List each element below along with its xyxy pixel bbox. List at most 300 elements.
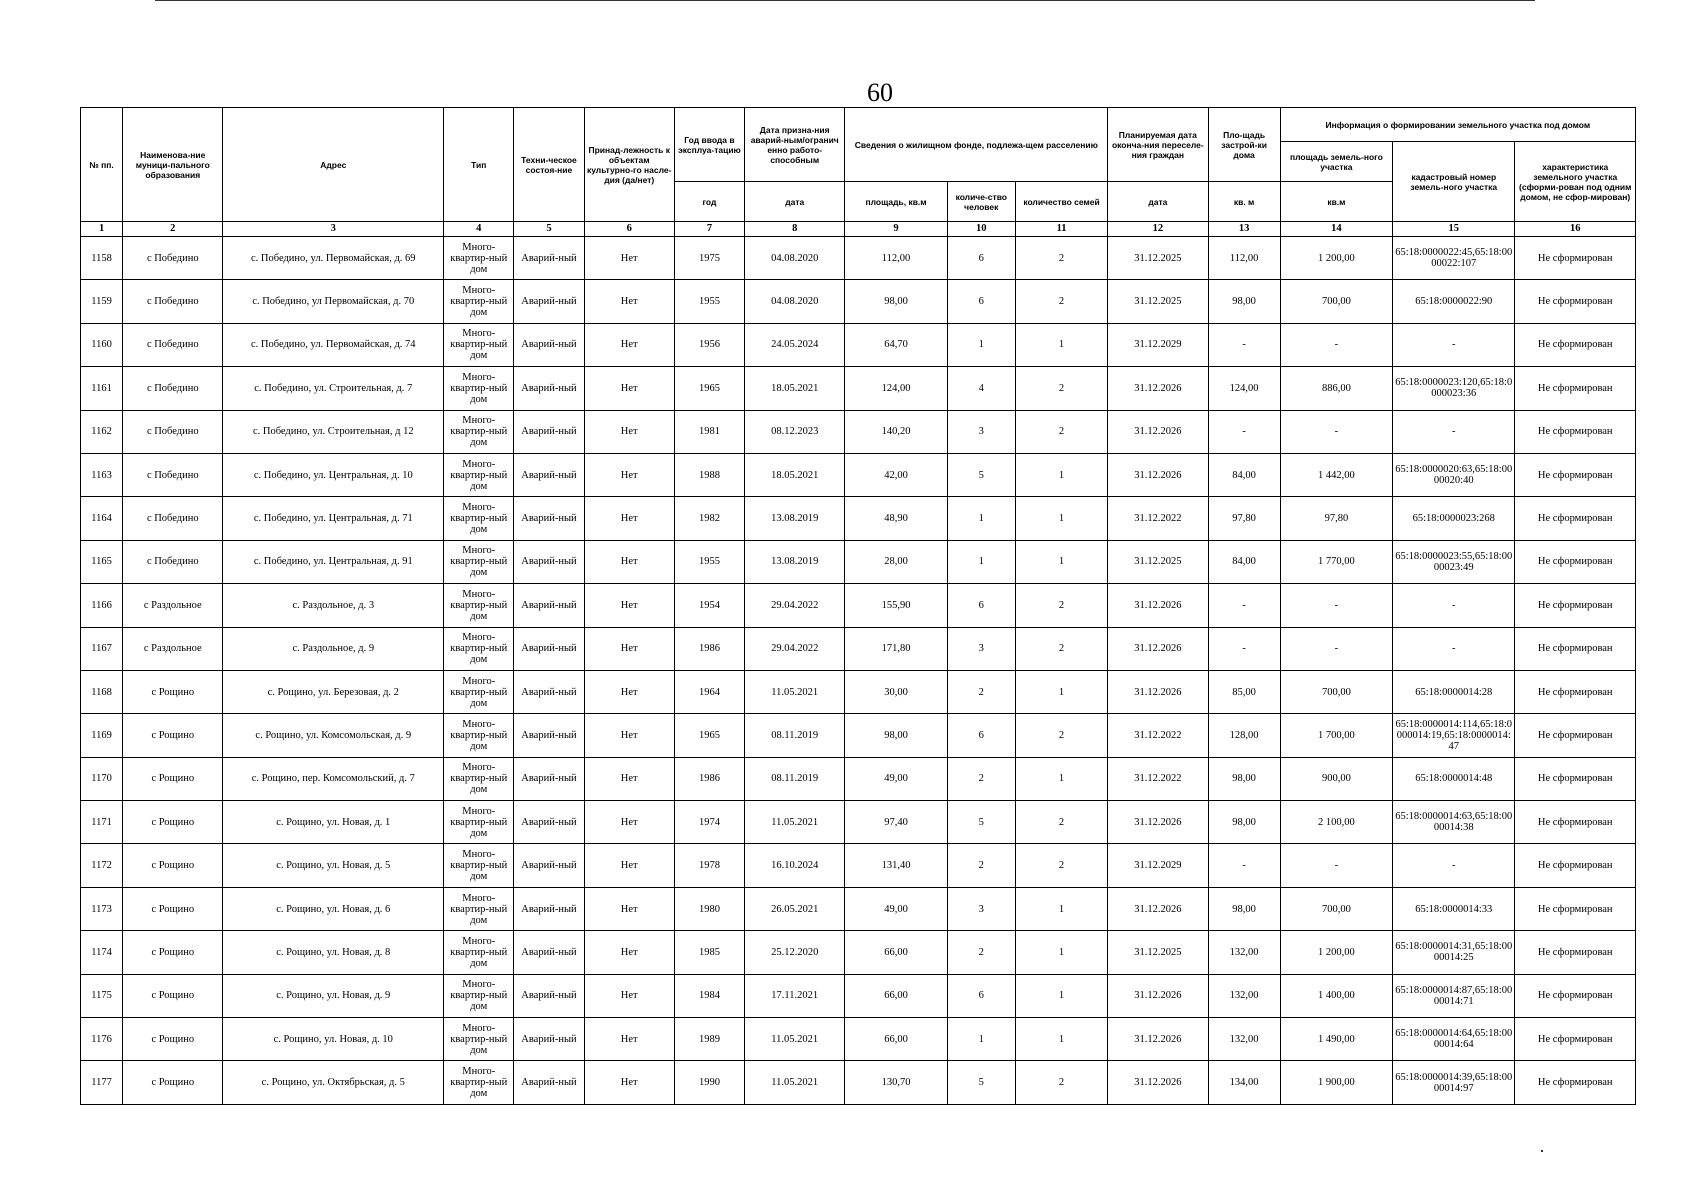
cell-type: Много-квартир-ный дом <box>444 540 514 583</box>
cell-address: с. Раздольное, д. 3 <box>223 584 444 627</box>
cell-people: 1 <box>947 540 1015 583</box>
cell-municipality: с Раздольное <box>123 627 223 670</box>
cell-area: 124,00 <box>845 367 947 410</box>
cell-condition: Аварий-ный <box>514 887 584 930</box>
cell-area: 155,90 <box>845 584 947 627</box>
header-year-built: Год ввода в эксплуа-тацию <box>674 108 744 182</box>
cell-municipality: с Победино <box>123 453 223 496</box>
cell-families: 1 <box>1015 887 1107 930</box>
cell-families: 1 <box>1015 670 1107 713</box>
cell-area: 131,40 <box>845 844 947 887</box>
cell-year: 1955 <box>674 280 744 323</box>
cell-status: Не сформирован <box>1515 974 1636 1017</box>
cell-heritage: Нет <box>584 974 674 1017</box>
cell-cadastral: 65:18:0000014:87,65:18:0000014:71 <box>1393 974 1515 1017</box>
cell-municipality: с Рощино <box>123 974 223 1017</box>
table-row <box>81 1018 1636 1061</box>
cell-num: 1169 <box>81 714 123 757</box>
cell-people: 5 <box>947 1061 1015 1105</box>
cell-planned-date: 31.12.2025 <box>1108 931 1208 974</box>
cell-address: с. Рощино, пер. Комсомольский, д. 7 <box>223 757 444 800</box>
cell-area: 42,00 <box>845 453 947 496</box>
column-number: 4 <box>444 222 514 237</box>
top-scan-rule <box>155 0 1535 1</box>
cell-num: 1176 <box>81 1018 123 1061</box>
cell-families: 1 <box>1015 453 1107 496</box>
cell-heritage: Нет <box>584 237 674 280</box>
cell-house-area: - <box>1208 627 1280 670</box>
column-number: 11 <box>1015 222 1107 237</box>
cell-cadastral: 65:18:0000014:114,65:18:0000014:19,65:18:0000014:47 <box>1393 714 1515 757</box>
cell-type: Много-квартир-ный дом <box>444 280 514 323</box>
cell-planned-date: 31.12.2025 <box>1108 280 1208 323</box>
cell-planned-date: 31.12.2025 <box>1108 237 1208 280</box>
cell-area: 140,20 <box>845 410 947 453</box>
cell-date: 13.08.2019 <box>745 540 845 583</box>
cell-area: 64,70 <box>845 323 947 366</box>
cell-date: 25.12.2020 <box>745 931 845 974</box>
cell-people: 5 <box>947 453 1015 496</box>
column-number: 3 <box>223 222 444 237</box>
table-row <box>81 323 1636 366</box>
cell-cadastral: 65:18:0000022:90 <box>1393 280 1515 323</box>
cell-num: 1174 <box>81 931 123 974</box>
cell-cadastral: 65:18:0000014:63,65:18:0000014:38 <box>1393 801 1515 844</box>
scan-speck <box>1541 1150 1543 1152</box>
cell-year: 1974 <box>674 801 744 844</box>
header-planned-date-sub: дата <box>1108 182 1208 222</box>
cell-status: Не сформирован <box>1515 627 1636 670</box>
cell-families: 2 <box>1015 627 1107 670</box>
cell-address: с. Рощино, ул. Новая, д. 1 <box>223 801 444 844</box>
cell-year: 1986 <box>674 757 744 800</box>
cell-people: 6 <box>947 714 1015 757</box>
cell-address: с. Победино, ул. Центральная, д. 71 <box>223 497 444 540</box>
cell-type: Много-квартир-ный дом <box>444 801 514 844</box>
cell-planned-date: 31.12.2026 <box>1108 453 1208 496</box>
header-municipality: Наименова-ние муници-пального образования <box>123 108 223 222</box>
cell-cadastral: - <box>1393 323 1515 366</box>
cell-heritage: Нет <box>584 280 674 323</box>
cell-planned-date: 31.12.2029 <box>1108 844 1208 887</box>
cell-people: 2 <box>947 844 1015 887</box>
cell-cadastral: 65:18:0000014:33 <box>1393 887 1515 930</box>
column-number: 1 <box>81 222 123 237</box>
cell-land-area: - <box>1280 584 1392 627</box>
cell-num: 1168 <box>81 670 123 713</box>
cell-num: 1165 <box>81 540 123 583</box>
cell-land-area: 1 200,00 <box>1280 931 1392 974</box>
cell-municipality: с Рощино <box>123 757 223 800</box>
cell-land-area: 886,00 <box>1280 367 1392 410</box>
cell-cadastral: 65:18:0000014:31,65:18:0000014:25 <box>1393 931 1515 974</box>
cell-status: Не сформирован <box>1515 584 1636 627</box>
cell-area: 98,00 <box>845 714 947 757</box>
cell-status: Не сформирован <box>1515 931 1636 974</box>
cell-address: с. Победино, ул. Первомайская, д. 69 <box>223 237 444 280</box>
cell-date: 18.05.2021 <box>745 367 845 410</box>
cell-people: 2 <box>947 931 1015 974</box>
cell-cadastral: - <box>1393 627 1515 670</box>
cell-people: 6 <box>947 237 1015 280</box>
column-number: 12 <box>1108 222 1208 237</box>
cell-house-area: 112,00 <box>1208 237 1280 280</box>
cell-num: 1163 <box>81 453 123 496</box>
column-number-row <box>81 222 1636 237</box>
cell-municipality: с Победино <box>123 540 223 583</box>
cell-planned-date: 31.12.2025 <box>1108 540 1208 583</box>
cell-status: Не сформирован <box>1515 540 1636 583</box>
cell-date: 08.11.2019 <box>745 757 845 800</box>
cell-condition: Аварий-ный <box>514 237 584 280</box>
cell-status: Не сформирован <box>1515 1018 1636 1061</box>
column-number: 6 <box>584 222 674 237</box>
cell-municipality: с Рощино <box>123 844 223 887</box>
cell-area: 48,90 <box>845 497 947 540</box>
cell-people: 6 <box>947 280 1015 323</box>
cell-num: 1167 <box>81 627 123 670</box>
cell-cadastral: 65:18:0000023:268 <box>1393 497 1515 540</box>
cell-planned-date: 31.12.2026 <box>1108 670 1208 713</box>
cell-type: Много-квартир-ный дом <box>444 844 514 887</box>
cell-cadastral: 65:18:0000022:45,65:18:0000022:107 <box>1393 237 1515 280</box>
header-condition: Техни-ческое состоя-ние <box>514 108 584 222</box>
cell-house-area: 132,00 <box>1208 1018 1280 1061</box>
cell-area: 66,00 <box>845 931 947 974</box>
cell-status: Не сформирован <box>1515 887 1636 930</box>
cell-address: с. Победино, ул. Центральная, д. 10 <box>223 453 444 496</box>
cell-families: 1 <box>1015 540 1107 583</box>
cell-families: 2 <box>1015 410 1107 453</box>
cell-date: 18.05.2021 <box>745 453 845 496</box>
cell-year: 1980 <box>674 887 744 930</box>
cell-families: 2 <box>1015 714 1107 757</box>
cell-condition: Аварий-ный <box>514 844 584 887</box>
header-cadastral: кадастровый номер земель-ного участка <box>1393 142 1515 222</box>
cell-address: с. Победино, ул. Строительная, д. 7 <box>223 367 444 410</box>
table-row <box>81 1061 1636 1105</box>
cell-year: 1982 <box>674 497 744 540</box>
cell-cadastral: - <box>1393 844 1515 887</box>
header-land-area: площадь земель-ного участка <box>1280 142 1392 182</box>
table-row <box>81 627 1636 670</box>
table-row <box>81 670 1636 713</box>
cell-municipality: с Победино <box>123 367 223 410</box>
cell-address: с. Рощино, ул. Березовая, д. 2 <box>223 670 444 713</box>
cell-type: Много-квартир-ный дом <box>444 1061 514 1105</box>
cell-status: Не сформирован <box>1515 844 1636 887</box>
cell-date: 04.08.2020 <box>745 280 845 323</box>
column-number: 10 <box>947 222 1015 237</box>
cell-families: 2 <box>1015 367 1107 410</box>
cell-municipality: с Победино <box>123 237 223 280</box>
cell-year: 1981 <box>674 410 744 453</box>
cell-families: 1 <box>1015 974 1107 1017</box>
cell-status: Не сформирован <box>1515 670 1636 713</box>
cell-year: 1978 <box>674 844 744 887</box>
cell-status: Не сформирован <box>1515 453 1636 496</box>
cell-area: 171,80 <box>845 627 947 670</box>
cell-area: 49,00 <box>845 757 947 800</box>
cell-condition: Аварий-ный <box>514 367 584 410</box>
cell-condition: Аварий-ный <box>514 670 584 713</box>
column-number: 7 <box>674 222 744 237</box>
column-number: 2 <box>123 222 223 237</box>
cell-heritage: Нет <box>584 410 674 453</box>
column-number: 9 <box>845 222 947 237</box>
cell-area: 30,00 <box>845 670 947 713</box>
cell-people: 6 <box>947 974 1015 1017</box>
cell-house-area: 132,00 <box>1208 974 1280 1017</box>
cell-planned-date: 31.12.2026 <box>1108 627 1208 670</box>
header-planned-date: Планируемая дата оконча-ния переселе-ния граждан <box>1108 108 1208 182</box>
cell-date: 11.05.2021 <box>745 1061 845 1105</box>
cell-planned-date: 31.12.2022 <box>1108 497 1208 540</box>
cell-num: 1172 <box>81 844 123 887</box>
cell-date: 04.08.2020 <box>745 237 845 280</box>
cell-cadastral: 65:18:0000014:39,65:18:0000014:97 <box>1393 1061 1515 1105</box>
cell-families: 1 <box>1015 757 1107 800</box>
cell-municipality: с Рощино <box>123 801 223 844</box>
cell-heritage: Нет <box>584 887 674 930</box>
cell-land-area: - <box>1280 410 1392 453</box>
cell-year: 1965 <box>674 714 744 757</box>
cell-planned-date: 31.12.2026 <box>1108 1061 1208 1105</box>
cell-land-area: 1 770,00 <box>1280 540 1392 583</box>
cell-planned-date: 31.12.2026 <box>1108 887 1208 930</box>
cell-year: 1955 <box>674 540 744 583</box>
cell-status: Не сформирован <box>1515 410 1636 453</box>
header-date-recognized: Дата призна-ния аварий-ным/огранич енно работо-способным <box>745 108 845 182</box>
cell-type: Много-квартир-ный дом <box>444 887 514 930</box>
cell-condition: Аварий-ный <box>514 757 584 800</box>
cell-planned-date: 31.12.2026 <box>1108 974 1208 1017</box>
cell-num: 1158 <box>81 237 123 280</box>
column-number: 16 <box>1515 222 1636 237</box>
cell-people: 3 <box>947 410 1015 453</box>
cell-area: 28,00 <box>845 540 947 583</box>
cell-area: 130,70 <box>845 1061 947 1105</box>
cell-cadastral: 65:18:0000023:55,65:18:0000023:49 <box>1393 540 1515 583</box>
cell-address: с. Рощино, ул. Новая, д. 10 <box>223 1018 444 1061</box>
cell-address: с. Рощино, ул. Новая, д. 5 <box>223 844 444 887</box>
header-characteristic: характеристика земельного участка (сформи-рован под одним домом, не сфор-мирован) <box>1515 142 1636 222</box>
cell-municipality: с Рощино <box>123 887 223 930</box>
cell-municipality: с Рощино <box>123 714 223 757</box>
cell-families: 1 <box>1015 323 1107 366</box>
cell-condition: Аварий-ный <box>514 714 584 757</box>
cell-year: 1964 <box>674 670 744 713</box>
cell-cadastral: 65:18:0000020:63,65:18:0000020:40 <box>1393 453 1515 496</box>
cell-planned-date: 31.12.2022 <box>1108 757 1208 800</box>
cell-year: 1954 <box>674 584 744 627</box>
cell-condition: Аварий-ный <box>514 410 584 453</box>
cell-families: 1 <box>1015 497 1107 540</box>
cell-house-area: - <box>1208 584 1280 627</box>
cell-families: 2 <box>1015 280 1107 323</box>
cell-cadastral: - <box>1393 410 1515 453</box>
cell-date: 08.11.2019 <box>745 714 845 757</box>
cell-house-area: 98,00 <box>1208 801 1280 844</box>
cell-address: с. Победино, ул. Строительная, д 12 <box>223 410 444 453</box>
cell-address: с. Рощино, ул. Новая, д. 9 <box>223 974 444 1017</box>
cell-land-area: 1 442,00 <box>1280 453 1392 496</box>
cell-type: Много-квартир-ный дом <box>444 627 514 670</box>
cell-num: 1166 <box>81 584 123 627</box>
cell-date: 26.05.2021 <box>745 887 845 930</box>
cell-heritage: Нет <box>584 1018 674 1061</box>
cell-municipality: с Рощино <box>123 1061 223 1105</box>
cell-land-area: - <box>1280 323 1392 366</box>
column-number: 13 <box>1208 222 1280 237</box>
cell-land-area: - <box>1280 844 1392 887</box>
cell-people: 5 <box>947 801 1015 844</box>
cell-land-area: 900,00 <box>1280 757 1392 800</box>
cell-condition: Аварий-ный <box>514 1018 584 1061</box>
cell-heritage: Нет <box>584 931 674 974</box>
cell-cadastral: 65:18:0000014:64,65:18:0000014:64 <box>1393 1018 1515 1061</box>
cell-heritage: Нет <box>584 540 674 583</box>
cell-status: Не сформирован <box>1515 323 1636 366</box>
cell-land-area: 97,80 <box>1280 497 1392 540</box>
table-row <box>81 801 1636 844</box>
cell-families: 2 <box>1015 584 1107 627</box>
cell-house-area: - <box>1208 844 1280 887</box>
housing-registry-table <box>80 107 1636 1105</box>
cell-house-area: 84,00 <box>1208 453 1280 496</box>
column-number: 8 <box>745 222 845 237</box>
header-housing-group: Сведения о жилищном фонде, подлежа-щем расселению <box>845 108 1108 182</box>
table-row <box>81 974 1636 1017</box>
cell-condition: Аварий-ный <box>514 584 584 627</box>
cell-cadastral: 65:18:0000014:28 <box>1393 670 1515 713</box>
cell-type: Много-квартир-ный дом <box>444 584 514 627</box>
cell-municipality: с Раздольное <box>123 584 223 627</box>
cell-year: 1975 <box>674 237 744 280</box>
cell-address: с. Победино, ул Первомайская, д. 70 <box>223 280 444 323</box>
cell-year: 1956 <box>674 323 744 366</box>
cell-municipality: с Победино <box>123 410 223 453</box>
cell-status: Не сформирован <box>1515 367 1636 410</box>
cell-families: 2 <box>1015 844 1107 887</box>
cell-families: 2 <box>1015 1061 1107 1105</box>
cell-heritage: Нет <box>584 584 674 627</box>
cell-type: Много-квартир-ный дом <box>444 410 514 453</box>
cell-type: Много-квартир-ный дом <box>444 323 514 366</box>
cell-land-area: - <box>1280 627 1392 670</box>
cell-condition: Аварий-ный <box>514 801 584 844</box>
table-row <box>81 367 1636 410</box>
header-num: № пп. <box>81 108 123 222</box>
cell-heritage: Нет <box>584 497 674 540</box>
cell-land-area: 2 100,00 <box>1280 801 1392 844</box>
cell-planned-date: 31.12.2026 <box>1108 584 1208 627</box>
header-heritage: Принад-лежность к объектам культурно-го насле-дия (да/нет) <box>584 108 674 222</box>
cell-people: 6 <box>947 584 1015 627</box>
cell-year: 1988 <box>674 453 744 496</box>
table-row <box>81 497 1636 540</box>
cell-condition: Аварий-ный <box>514 931 584 974</box>
cell-condition: Аварий-ный <box>514 453 584 496</box>
cell-num: 1161 <box>81 367 123 410</box>
cell-type: Много-квартир-ный дом <box>444 497 514 540</box>
cell-heritage: Нет <box>584 627 674 670</box>
cell-heritage: Нет <box>584 757 674 800</box>
table-row <box>81 280 1636 323</box>
cell-people: 4 <box>947 367 1015 410</box>
cell-address: с. Рощино, ул. Октябрьская, д. 5 <box>223 1061 444 1105</box>
cell-land-area: 1 200,00 <box>1280 237 1392 280</box>
cell-num: 1162 <box>81 410 123 453</box>
cell-heritage: Нет <box>584 801 674 844</box>
cell-address: с. Рощино, ул. Новая, д. 8 <box>223 931 444 974</box>
cell-people: 2 <box>947 757 1015 800</box>
cell-area: 66,00 <box>845 1018 947 1061</box>
cell-cadastral: - <box>1393 584 1515 627</box>
cell-planned-date: 31.12.2026 <box>1108 801 1208 844</box>
cell-date: 29.04.2022 <box>745 584 845 627</box>
cell-land-area: 1 900,00 <box>1280 1061 1392 1105</box>
cell-land-area: 1 700,00 <box>1280 714 1392 757</box>
table-row <box>81 931 1636 974</box>
cell-municipality: с Победино <box>123 323 223 366</box>
cell-people: 3 <box>947 627 1015 670</box>
header-families: количество семей <box>1015 182 1107 222</box>
table-row <box>81 453 1636 496</box>
table-row <box>81 714 1636 757</box>
cell-heritage: Нет <box>584 1061 674 1105</box>
cell-date: 08.12.2023 <box>745 410 845 453</box>
cell-year: 1990 <box>674 1061 744 1105</box>
cell-municipality: с Рощино <box>123 670 223 713</box>
table-row <box>81 540 1636 583</box>
cell-heritage: Нет <box>584 323 674 366</box>
cell-land-area: 1 400,00 <box>1280 974 1392 1017</box>
cell-planned-date: 31.12.2022 <box>1108 714 1208 757</box>
header-address: Адрес <box>223 108 444 222</box>
cell-status: Не сформирован <box>1515 757 1636 800</box>
cell-condition: Аварий-ный <box>514 1061 584 1105</box>
cell-house-area: 132,00 <box>1208 931 1280 974</box>
cell-date: 11.05.2021 <box>745 1018 845 1061</box>
cell-families: 1 <box>1015 931 1107 974</box>
cell-num: 1171 <box>81 801 123 844</box>
cell-heritage: Нет <box>584 367 674 410</box>
header-type: Тип <box>444 108 514 222</box>
cell-num: 1159 <box>81 280 123 323</box>
cell-planned-date: 31.12.2026 <box>1108 1018 1208 1061</box>
cell-municipality: с Рощино <box>123 931 223 974</box>
cell-house-area: 124,00 <box>1208 367 1280 410</box>
cell-land-area: 700,00 <box>1280 887 1392 930</box>
cell-status: Не сформирован <box>1515 1061 1636 1105</box>
cell-area: 98,00 <box>845 280 947 323</box>
cell-area: 97,40 <box>845 801 947 844</box>
cell-address: с. Рощино, ул. Новая, д. 6 <box>223 887 444 930</box>
cell-condition: Аварий-ный <box>514 974 584 1017</box>
cell-area: 66,00 <box>845 974 947 1017</box>
cell-type: Много-квартир-ный дом <box>444 931 514 974</box>
cell-house-area: 128,00 <box>1208 714 1280 757</box>
cell-status: Не сформирован <box>1515 280 1636 323</box>
cell-status: Не сформирован <box>1515 801 1636 844</box>
cell-house-area: 85,00 <box>1208 670 1280 713</box>
cell-families: 2 <box>1015 237 1107 280</box>
cell-address: с. Победино, ул. Центральная, д. 91 <box>223 540 444 583</box>
cell-land-area: 700,00 <box>1280 280 1392 323</box>
cell-year: 1986 <box>674 627 744 670</box>
header-year-sub: год <box>674 182 744 222</box>
